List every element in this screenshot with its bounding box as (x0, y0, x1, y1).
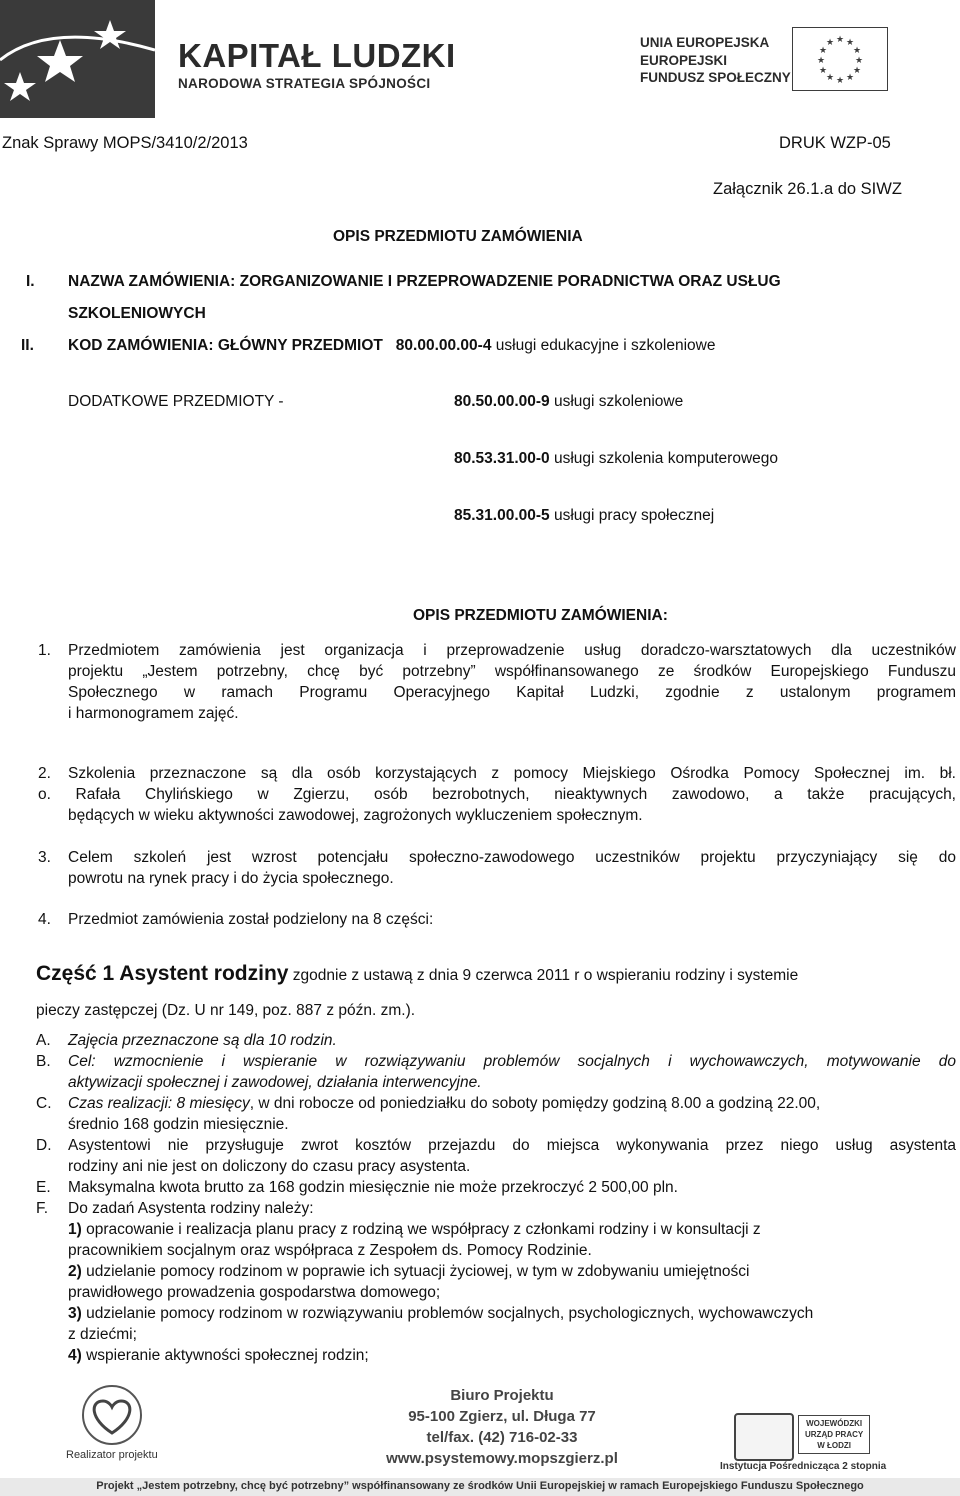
svg-text:★: ★ (826, 38, 835, 48)
wup-logo (720, 1395, 956, 1475)
item-f-text: Do zadań Asystenta rodziny należy: (68, 1200, 314, 1217)
office-address: 95-100 Zgierz, ul. Długa 77 (408, 1408, 596, 1425)
svg-text:★: ★ (819, 66, 828, 76)
footer-project-line: Projekt „Jestem potrzebny, chcę być potrzebny” współfinansowany ze środków Unii Europejskiej w ramach Europejskiego Funduszu Społecznego (96, 1480, 864, 1492)
print-code: DRUK WZP-05 (779, 134, 891, 152)
point-line: Społecznego w ramach Programu Operacyjnego Kapitał Ludzki, zgodnie z ustalonym programem (68, 684, 956, 701)
task-text: udzielanie pomocy rodzinom w rozwiązywaniu problemów socjalnych, psychologicznych, wychowawczych (81, 1305, 814, 1322)
point-line: będących w wieku aktywności zawodowej, zagrożonych wykluczeniem społecznym. (68, 807, 643, 824)
item-a-text: Zajęcia przeznaczone są dla 10 rodzin. (68, 1032, 337, 1049)
item-line: Asystentowi nie przysługuje zwrot kosztów przejazdu do miejsca wykonywania przez niego usług asystenta (68, 1137, 956, 1154)
eu-flag-icon (792, 27, 888, 91)
task-number: 2) (68, 1263, 82, 1280)
item-e-text: Maksymalna kwota brutto za 168 godzin miesięcznie nie może przekroczyć 2 500,00 pln. (68, 1179, 678, 1196)
wup-line: URZĄD PRACY (805, 1430, 864, 1439)
item-d-text (68, 1135, 956, 1177)
point-3-text (68, 847, 956, 889)
extra-code-desc: usługi pracy społecznej (553, 507, 715, 524)
main-code: 80.00.00.00-4 (395, 337, 492, 354)
eu-logo-line: EUROPEJSKI (640, 52, 728, 68)
task-number: 4) (68, 1347, 82, 1364)
item-line: aktywizacji społecznej i zawodowej, działania interwencyjne. (68, 1074, 482, 1091)
main-code-desc: usługi edukacyjne i szkoleniowe (495, 337, 716, 354)
svg-text:★: ★ (853, 46, 862, 56)
point-4-text: Przedmiot zamówienia został podzielony na 8 części: (68, 911, 434, 928)
heart-logo-icon (50, 1383, 190, 1445)
svg-text:★: ★ (817, 56, 826, 66)
code-label: KOD ZAMÓWIENIA: GŁÓWNY PRZEDMIOT (68, 337, 383, 354)
eu-stars-icon (792, 27, 888, 91)
svg-text:★: ★ (836, 35, 845, 45)
point-1-text (68, 640, 956, 724)
section-subtitle: OPIS PRZEDMIOTU ZAMÓWIENIA: (413, 607, 668, 624)
document-title: OPIS PRZEDMIOTU ZAMÓWIENIA (333, 228, 583, 245)
project-office (372, 1385, 632, 1469)
point-line: Celem szkoleń jest wzrost potencjału społeczno-zawodowego uczestników projektu przyczyniający się do (68, 849, 956, 866)
point-number: 3. (38, 849, 51, 866)
kapital-ludzki-stars-icon (0, 0, 155, 118)
item-letter: F. (36, 1200, 49, 1217)
task-list (68, 1219, 956, 1366)
eu-logo-text (640, 34, 791, 87)
task-line (68, 1219, 956, 1240)
svg-text:★: ★ (819, 46, 828, 56)
item-letter: B. (36, 1053, 51, 1070)
point-line: i harmonogramem zajęć. (68, 705, 239, 722)
extra-code-desc: usługi szkolenia komputerowego (553, 450, 779, 467)
extra-code: 80.50.00.00-9 (454, 393, 550, 410)
extra-subjects-label: DODATKOWE PRZEDMIOTY - (68, 393, 284, 410)
part-1-description-cont: pieczy zastępczej (Dz. U nr 149, poz. 887 z późn. zm.). (36, 1002, 416, 1019)
point-2-text (38, 763, 956, 826)
task-number: 1) (68, 1221, 82, 1238)
case-reference: Znak Sprawy MOPS/3410/2/2013 (2, 134, 248, 152)
office-website: www.psystemowy.mopszgierz.pl (386, 1450, 618, 1467)
item-letter: C. (36, 1095, 52, 1112)
extra-code: 85.31.00.00-5 (454, 507, 550, 524)
order-name-line2: SZKOLENIOWYCH (68, 305, 206, 322)
wup-line: W ŁODZI (817, 1441, 851, 1450)
part-1-heading-row (36, 962, 956, 986)
wup-caption: Instytucja Pośrednicząca 2 stopnia (720, 1461, 887, 1472)
item-c-text (68, 1093, 956, 1135)
item-line: rodziny ani nie jest on doliczony do czasu pracy asystenta. (68, 1158, 471, 1175)
item-b-text (68, 1051, 956, 1093)
wup-text (798, 1415, 870, 1454)
office-title: Biuro Projektu (450, 1387, 554, 1404)
task-text: opracowanie i realizacja planu pracy z rodziną we współpracy z członkami rodziny i w konsultacji z (81, 1221, 761, 1238)
task-line (68, 1345, 956, 1366)
point-number: 4. (38, 911, 51, 928)
svg-text:★: ★ (853, 66, 862, 76)
svg-text:★: ★ (846, 73, 855, 83)
extra-code-row (454, 507, 714, 525)
duration-label: Czas realizacji: 8 miesięcy (68, 1095, 250, 1112)
section-number: I. (26, 273, 35, 290)
task-text: wspieranie aktywności społecznej rodzin; (81, 1347, 369, 1364)
kapital-ludzki-logo-mark (0, 0, 155, 118)
item-letter: D. (36, 1137, 52, 1154)
point-line: projektu „Jestem potrzebny, chcę być potrzebny” współfinansowanego ze środków Europejskiego Funduszu (68, 663, 956, 680)
realizator-label: Realizator projektu (66, 1449, 158, 1461)
point-line: Szkolenia przeznaczone są dla osób korzystających z pomocy Miejskiego Ośrodka Pomocy Społecznej im. bł. (68, 765, 956, 782)
eu-logo-line: FUNDUSZ SPOŁECZNY (640, 70, 791, 85)
kapital-ludzki-subtitle: NARODOWA STRATEGIA SPÓJNOŚCI (178, 76, 431, 91)
realizator-logo (50, 1383, 190, 1463)
office-phone: tel/fax. (42) 716-02-33 (426, 1429, 578, 1446)
task-line: z dziećmi; (68, 1326, 137, 1343)
eu-logo-line: UNIA EUROPEJSKA (640, 35, 770, 50)
wup-line: WOJEWÓDZKI (806, 1419, 863, 1428)
task-line: prawidłowego prowadzenia gospodarstwa domowego; (68, 1284, 441, 1301)
point-number: 2. (38, 765, 51, 782)
item-line: średnio 168 godzin miesięcznie. (68, 1116, 289, 1133)
svg-text:★: ★ (855, 56, 864, 66)
item-letter: A. (36, 1032, 51, 1049)
task-line: pracownikiem socjalnym oraz współpraca z Zespołem ds. Pomocy Rodzinie. (68, 1242, 592, 1259)
task-text: udzielanie pomocy rodzinom w poprawie ich sytuacji życiowej, w tym w zdobywaniu umiejętności (81, 1263, 750, 1280)
item-line (68, 1093, 956, 1114)
wup-emblem-icon (734, 1413, 794, 1461)
main-code-row (68, 337, 715, 355)
part-1-heading: Część 1 Asystent rodziny (36, 962, 289, 985)
duration-rest: , w dni robocze od poniedziałku do soboty pomiędzy godziną 8.00 a godziną 22.00, (249, 1095, 821, 1112)
kapital-ludzki-title: KAPITAŁ LUDZKI (178, 37, 456, 74)
point-line: Przedmiotem zamówienia jest organizacja i przeprowadzenie usług doradczo-warsztatowych dla uczestników (68, 642, 956, 659)
point-line: o. Rafała Chylińskiego w Zgierzu, osób bezrobotnych, nieaktywnych zawodowo, a także pracujących, (38, 786, 956, 803)
extra-code-desc: usługi szkoleniowe (553, 393, 684, 410)
svg-text:★: ★ (836, 76, 845, 86)
annex-label: Załącznik 26.1.a do SIWZ (713, 180, 902, 198)
order-name-line1: NAZWA ZAMÓWIENIA: ZORGANIZOWANIE I PRZEPROWADZENIE PORADNICTWA ORAZ USŁUG (68, 273, 781, 290)
item-line: Cel: wzmocnienie i wspieranie w rozwiązywaniu problemów socjalnych i wychowawczych, motywowanie do (68, 1053, 956, 1070)
svg-text:★: ★ (846, 38, 855, 48)
extra-code-row (454, 450, 778, 468)
task-line (68, 1303, 956, 1324)
extra-code: 80.53.31.00-0 (454, 450, 550, 467)
point-number: 1. (38, 642, 51, 659)
section-number: II. (21, 337, 34, 354)
item-letter: E. (36, 1179, 51, 1196)
svg-text:★: ★ (826, 73, 835, 83)
point-line: powrotu na rynek pracy i do życia społecznego. (68, 870, 394, 887)
task-line (68, 1261, 956, 1282)
part-1-description: zgodnie z ustawą z dnia 9 czerwca 2011 r o wspieraniu rodziny i systemie (292, 967, 799, 984)
extra-code-row (454, 393, 683, 411)
task-number: 3) (68, 1305, 82, 1322)
